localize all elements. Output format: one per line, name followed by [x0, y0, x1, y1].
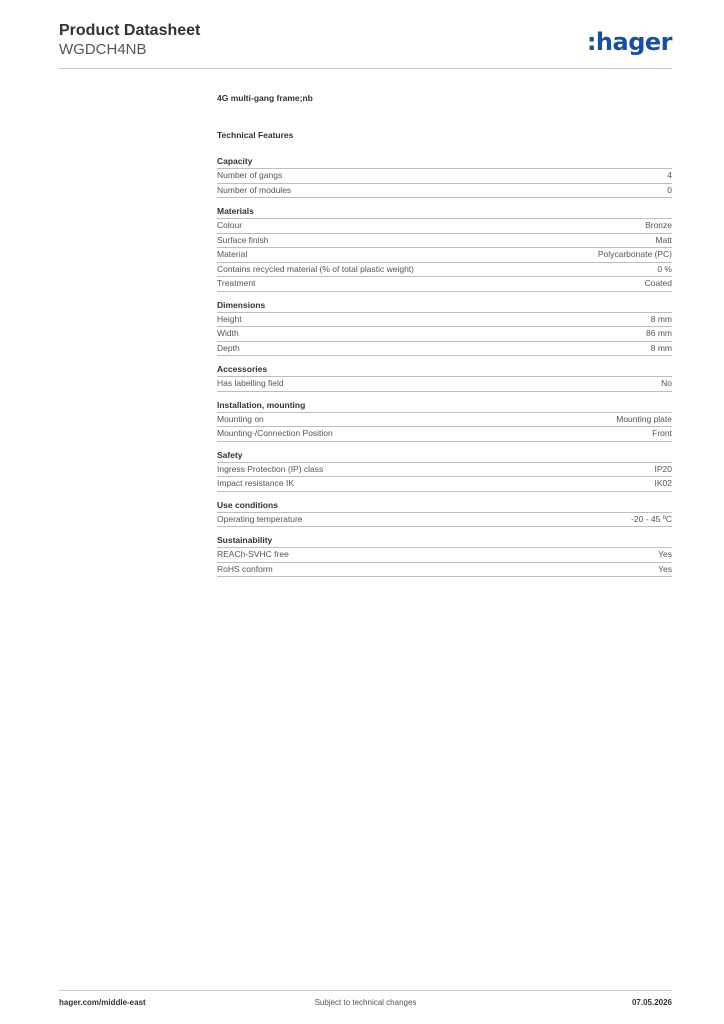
feature-label: Width — [217, 328, 239, 338]
feature-row — [217, 413, 672, 428]
feature-label: Impact resistance IK — [217, 478, 295, 488]
feature-label: Treatment — [217, 278, 256, 288]
feature-label: Surface finish — [217, 234, 269, 245]
hager-logo: :hager — [586, 28, 672, 56]
feature-value: Coated — [644, 278, 672, 288]
feature-row — [217, 327, 672, 342]
header-divider — [59, 68, 672, 69]
feature-label: Colour — [217, 220, 243, 230]
footer-website-link[interactable]: hager.com/middle-east — [59, 998, 146, 1007]
footer-date: 07.05.2026 — [631, 998, 672, 1007]
feature-row — [217, 563, 672, 578]
feature-value: Polycarbonate (PC) — [597, 249, 672, 259]
section-title: Safety — [217, 449, 672, 463]
feature-value: 0 — [667, 184, 672, 195]
feature-row — [217, 477, 672, 492]
section-title: Capacity — [217, 155, 672, 169]
feature-row — [217, 277, 672, 292]
feature-value: -20 - 45 ºC — [631, 513, 672, 524]
feature-row — [217, 263, 672, 278]
feature-label: Operating temperature — [217, 513, 303, 524]
page-footer — [59, 998, 672, 1012]
technical-features-heading: Technical Features — [217, 130, 294, 140]
feature-label: Material — [217, 249, 248, 259]
feature-value: IK02 — [654, 478, 672, 488]
page-title: Product Datasheet — [59, 22, 201, 39]
feature-row — [217, 377, 672, 392]
feature-row — [217, 313, 672, 328]
feature-value: 86 mm — [646, 328, 672, 338]
feature-value: 8 mm — [650, 313, 672, 324]
section-title: Installation, mounting — [217, 399, 672, 413]
feature-label: Ingress Protection (IP) class — [217, 463, 324, 474]
feature-label: Depth — [217, 342, 240, 353]
feature-value: No — [661, 378, 672, 388]
footer-notice: Subject to technical changes — [314, 998, 417, 1007]
feature-row — [217, 342, 672, 357]
feature-section — [217, 299, 672, 357]
feature-value: Front — [652, 428, 672, 438]
feature-label: Number of modules — [217, 184, 292, 195]
feature-sections — [217, 155, 672, 577]
feature-row — [217, 513, 672, 528]
section-title: Dimensions — [217, 299, 672, 313]
feature-value: Mounting plate — [616, 413, 672, 424]
feature-section — [217, 155, 672, 198]
feature-value: 8 mm — [650, 342, 672, 353]
feature-value: 4 — [667, 170, 672, 180]
feature-value: Bronze — [645, 220, 672, 230]
feature-value: IP20 — [654, 463, 672, 474]
section-title: Sustainability — [217, 534, 672, 548]
feature-label: Height — [217, 313, 242, 324]
feature-row — [217, 169, 672, 184]
product-description: 4G multi-gang frame;nb — [217, 93, 313, 103]
feature-section — [217, 449, 672, 492]
feature-label: Has labelling field — [217, 378, 284, 388]
feature-row — [217, 219, 672, 234]
feature-section — [217, 534, 672, 577]
feature-section — [217, 205, 672, 292]
section-title: Use conditions — [217, 499, 672, 513]
page-header — [59, 20, 672, 68]
feature-section — [217, 399, 672, 442]
feature-value: Matt — [655, 234, 672, 245]
feature-value: Yes — [658, 549, 672, 559]
feature-section — [217, 499, 672, 528]
footer-divider — [59, 990, 672, 991]
feature-value: 0 % — [657, 263, 672, 274]
section-title: Materials — [217, 205, 672, 219]
section-title: Accessories — [217, 363, 672, 377]
feature-label: Mounting-/Connection Position — [217, 428, 333, 438]
feature-row — [217, 548, 672, 563]
feature-row — [217, 427, 672, 442]
feature-label: Number of gangs — [217, 170, 283, 180]
product-code: WGDCH4NB — [59, 41, 147, 58]
feature-section — [217, 363, 672, 392]
feature-label: Mounting on — [217, 413, 264, 424]
feature-label: REACh-SVHC free — [217, 549, 289, 559]
feature-label: Contains recycled material (% of total plastic weight) — [217, 263, 414, 274]
feature-value: Yes — [658, 563, 672, 574]
feature-row — [217, 184, 672, 199]
feature-row — [217, 463, 672, 478]
feature-label: RoHS conform — [217, 563, 273, 574]
feature-row — [217, 248, 672, 263]
datasheet-content — [217, 93, 672, 584]
feature-row — [217, 234, 672, 249]
